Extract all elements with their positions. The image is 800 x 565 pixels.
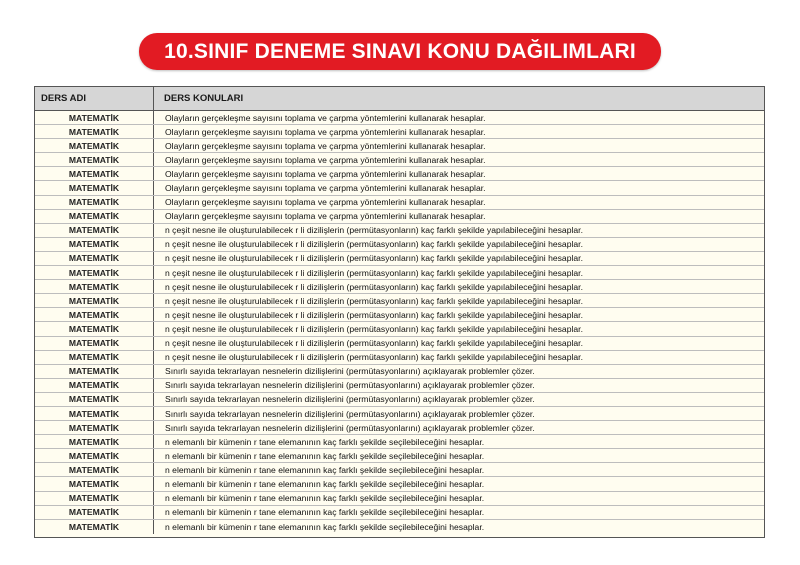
- table-row: [35, 506, 764, 520]
- course-name-cell: MATEMATİK: [35, 365, 154, 378]
- course-topic-cell: n elemanlı bir kümenin r tane elemanının kaç farklı şekilde seçilebileceğini hesaplar.: [165, 436, 485, 447]
- course-name-cell: MATEMATİK: [35, 139, 154, 152]
- table-row: [35, 280, 764, 294]
- table-row: [35, 393, 764, 407]
- table-row: [35, 308, 764, 322]
- header-course-topics: DERS KONULARI: [164, 93, 244, 104]
- course-topic-cell: Sınırlı sayıda tekrarlayan nesnelerin dizilişlerini (permütasyonlarını) açıklayarak problemler çözer.: [165, 366, 535, 377]
- table-row: [35, 351, 764, 365]
- course-name-cell: MATEMATİK: [35, 477, 154, 490]
- table-row: [35, 196, 764, 210]
- course-name-cell: MATEMATİK: [35, 379, 154, 392]
- course-topic-cell: n çeşit nesne ile oluşturulabilecek r li dizilişlerin (permütasyonların) kaç farklı şekilde yapılabileceğini hesaplar.: [165, 225, 583, 236]
- table-row: [35, 463, 764, 477]
- table-row: [35, 449, 764, 463]
- table-header: [35, 87, 764, 111]
- table-row: [35, 125, 764, 139]
- course-topic-cell: Olayların gerçekleşme sayısını toplama ve çarpma yöntemlerini kullanarak hesaplar.: [165, 140, 486, 151]
- course-topic-cell: n çeşit nesne ile oluşturulabilecek r li dizilişlerin (permütasyonların) kaç farklı şekilde yapılabileceğini hesaplar.: [165, 323, 583, 334]
- course-name-cell: MATEMATİK: [35, 125, 154, 138]
- course-topic-cell: n çeşit nesne ile oluşturulabilecek r li dizilişlerin (permütasyonların) kaç farklı şekilde yapılabileceğini hesaplar.: [165, 309, 583, 320]
- table-row: [35, 407, 764, 421]
- course-name-cell: MATEMATİK: [35, 322, 154, 335]
- page-title: 10.SINIF DENEME SINAVI KONU DAĞILIMLARI: [139, 33, 661, 70]
- table-row: [35, 322, 764, 336]
- course-name-cell: MATEMATİK: [35, 181, 154, 194]
- course-topic-cell: n çeşit nesne ile oluşturulabilecek r li dizilişlerin (permütasyonların) kaç farklı şekilde yapılabileceğini hesaplar.: [165, 253, 583, 264]
- course-topic-cell: Olayların gerçekleşme sayısını toplama ve çarpma yöntemlerini kullanarak hesaplar.: [165, 126, 486, 137]
- table-row: [35, 210, 764, 224]
- course-name-cell: MATEMATİK: [35, 238, 154, 251]
- course-name-cell: MATEMATİK: [35, 506, 154, 519]
- course-name-cell: MATEMATİK: [35, 167, 154, 180]
- course-topic-cell: Olayların gerçekleşme sayısını toplama ve çarpma yöntemlerini kullanarak hesaplar.: [165, 112, 486, 123]
- table-row: [35, 238, 764, 252]
- course-topic-cell: Olayların gerçekleşme sayısını toplama ve çarpma yöntemlerini kullanarak hesaplar.: [165, 168, 486, 179]
- course-name-cell: MATEMATİK: [35, 280, 154, 293]
- table-row: [35, 153, 764, 167]
- course-name-cell: MATEMATİK: [35, 393, 154, 406]
- course-name-cell: MATEMATİK: [35, 463, 154, 476]
- table-row: [35, 224, 764, 238]
- table-row: [35, 337, 764, 351]
- course-topic-cell: Sınırlı sayıda tekrarlayan nesnelerin dizilişlerini (permütasyonlarını) açıklayarak problemler çözer.: [165, 422, 535, 433]
- course-name-cell: MATEMATİK: [35, 252, 154, 265]
- course-name-cell: MATEMATİK: [35, 294, 154, 307]
- table-row: [35, 435, 764, 449]
- course-topic-cell: n çeşit nesne ile oluşturulabilecek r li dizilişlerin (permütasyonların) kaç farklı şekilde yapılabileceğini hesaplar.: [165, 338, 583, 349]
- table-row: [35, 294, 764, 308]
- course-name-cell: MATEMATİK: [35, 407, 154, 420]
- table-row: [35, 181, 764, 195]
- course-topic-cell: n çeşit nesne ile oluşturulabilecek r li dizilişlerin (permütasyonların) kaç farklı şekilde yapılabileceğini hesaplar.: [165, 239, 583, 250]
- course-name-cell: MATEMATİK: [35, 224, 154, 237]
- table-row: [35, 477, 764, 491]
- course-topic-cell: Sınırlı sayıda tekrarlayan nesnelerin dizilişlerini (permütasyonlarını) açıklayarak problemler çözer.: [165, 394, 535, 405]
- course-name-cell: MATEMATİK: [35, 351, 154, 364]
- course-name-cell: MATEMATİK: [35, 337, 154, 350]
- course-topic-cell: Sınırlı sayıda tekrarlayan nesnelerin dizilişlerini (permütasyonlarını) açıklayarak problemler çözer.: [165, 380, 535, 391]
- table-row: [35, 379, 764, 393]
- table-row: [35, 421, 764, 435]
- course-topic-cell: n elemanlı bir kümenin r tane elemanının kaç farklı şekilde seçilebileceğini hesaplar.: [165, 478, 485, 489]
- table-body: [35, 111, 764, 534]
- course-name-cell: MATEMATİK: [35, 520, 154, 534]
- course-name-cell: MATEMATİK: [35, 266, 154, 279]
- course-name-cell: MATEMATİK: [35, 492, 154, 505]
- table-row: [35, 492, 764, 506]
- topic-table: [34, 86, 765, 538]
- course-name-cell: MATEMATİK: [35, 111, 154, 124]
- course-topic-cell: Olayların gerçekleşme sayısını toplama ve çarpma yöntemlerini kullanarak hesaplar.: [165, 211, 486, 222]
- table-row: [35, 520, 764, 534]
- course-topic-cell: n çeşit nesne ile oluşturulabilecek r li dizilişlerin (permütasyonların) kaç farklı şekilde yapılabileceğini hesaplar.: [165, 281, 583, 292]
- course-topic-cell: n çeşit nesne ile oluşturulabilecek r li dizilişlerin (permütasyonların) kaç farklı şekilde yapılabileceğini hesaplar.: [165, 267, 583, 278]
- course-topic-cell: Olayların gerçekleşme sayısını toplama ve çarpma yöntemlerini kullanarak hesaplar.: [165, 183, 486, 194]
- course-topic-cell: n çeşit nesne ile oluşturulabilecek r li dizilişlerin (permütasyonların) kaç farklı şekilde yapılabileceğini hesaplar.: [165, 295, 583, 306]
- course-topic-cell: n elemanlı bir kümenin r tane elemanının kaç farklı şekilde seçilebileceğini hesaplar.: [165, 507, 485, 518]
- course-topic-cell: Sınırlı sayıda tekrarlayan nesnelerin dizilişlerini (permütasyonlarını) açıklayarak problemler çözer.: [165, 408, 535, 419]
- course-topic-cell: n çeşit nesne ile oluşturulabilecek r li dizilişlerin (permütasyonların) kaç farklı şekilde yapılabileceğini hesaplar.: [165, 352, 583, 363]
- table-row: [35, 365, 764, 379]
- table-row: [35, 139, 764, 153]
- table-row: [35, 111, 764, 125]
- course-topic-cell: n elemanlı bir kümenin r tane elemanının kaç farklı şekilde seçilebileceğini hesaplar.: [165, 464, 485, 475]
- course-topic-cell: n elemanlı bir kümenin r tane elemanının kaç farklı şekilde seçilebileceğini hesaplar.: [165, 521, 485, 532]
- table-row: [35, 167, 764, 181]
- course-topic-cell: n elemanlı bir kümenin r tane elemanının kaç farklı şekilde seçilebileceğini hesaplar.: [165, 450, 485, 461]
- course-topic-cell: Olayların gerçekleşme sayısını toplama ve çarpma yöntemlerini kullanarak hesaplar.: [165, 197, 486, 208]
- course-name-cell: MATEMATİK: [35, 449, 154, 462]
- course-name-cell: MATEMATİK: [35, 435, 154, 448]
- course-topic-cell: Olayların gerçekleşme sayısını toplama ve çarpma yöntemlerini kullanarak hesaplar.: [165, 154, 486, 165]
- course-name-cell: MATEMATİK: [35, 196, 154, 209]
- header-course-name: DERS ADI: [35, 87, 154, 110]
- course-name-cell: MATEMATİK: [35, 153, 154, 166]
- table-row: [35, 252, 764, 266]
- course-name-cell: MATEMATİK: [35, 421, 154, 434]
- table-row: [35, 266, 764, 280]
- course-name-cell: MATEMATİK: [35, 308, 154, 321]
- course-topic-cell: n elemanlı bir kümenin r tane elemanının kaç farklı şekilde seçilebileceğini hesaplar.: [165, 493, 485, 504]
- course-name-cell: MATEMATİK: [35, 210, 154, 223]
